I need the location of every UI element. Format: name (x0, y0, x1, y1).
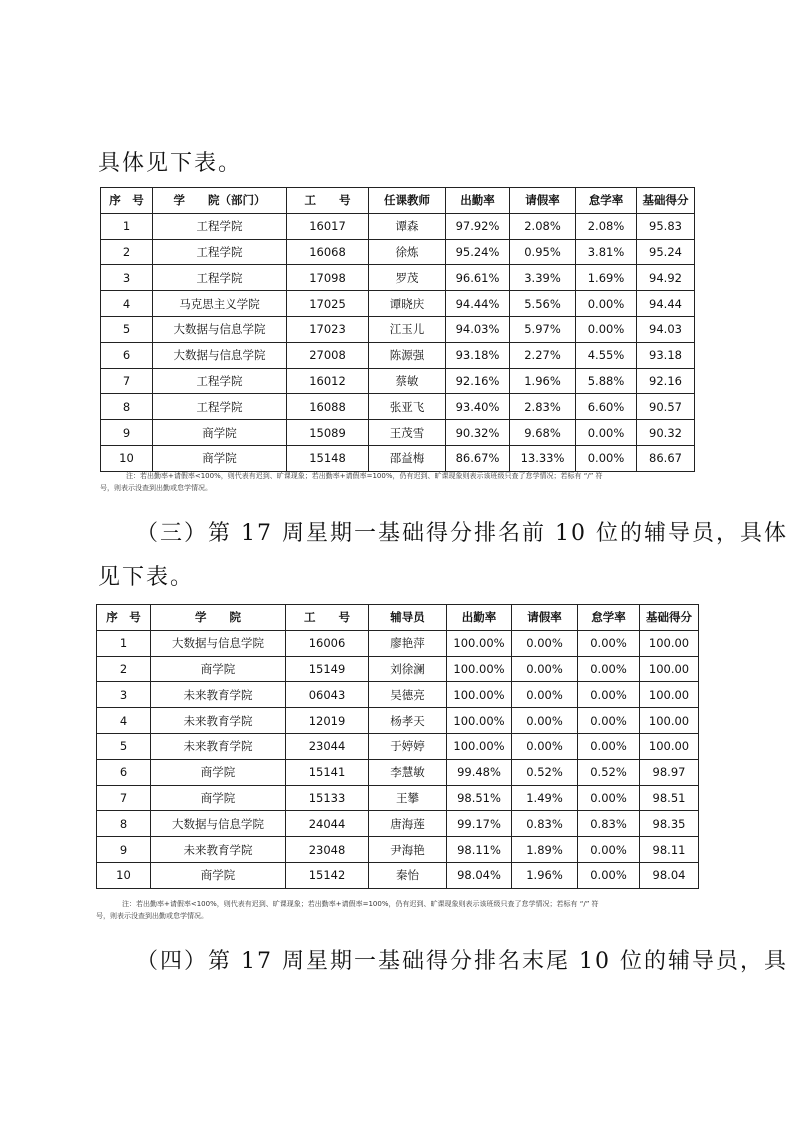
cell-attendance: 96.61% (446, 265, 510, 291)
cell-truancy: 3.81% (576, 239, 637, 265)
cell-attendance: 86.67% (446, 445, 510, 471)
cell-attendance: 94.44% (446, 291, 510, 317)
cell-score: 98.51 (640, 785, 699, 811)
table-row (101, 265, 695, 291)
cell-index: 6 (101, 342, 153, 368)
cell-attendance: 100.00% (447, 733, 512, 759)
table-header-row (97, 605, 699, 631)
cell-score: 98.97 (640, 759, 699, 785)
cell-name: 刘徐澜 (369, 656, 447, 682)
cell-college: 工程学院 (153, 368, 287, 394)
cell-index: 2 (97, 656, 151, 682)
cell-college: 大数据与信息学院 (153, 316, 287, 342)
table2-note (96, 898, 712, 922)
cell-leave: 2.83% (510, 394, 576, 420)
cell-leave: 0.00% (512, 708, 578, 734)
cell-name: 于婷婷 (369, 733, 447, 759)
table-row (97, 785, 699, 811)
cell-leave: 0.95% (510, 239, 576, 265)
cell-leave: 0.00% (512, 656, 578, 682)
table-row (101, 239, 695, 265)
cell-leave: 5.97% (510, 316, 576, 342)
cell-name: 徐炼 (369, 239, 446, 265)
cell-index: 9 (101, 420, 153, 446)
cell-truancy: 0.00% (576, 291, 637, 317)
cell-name: 王攀 (369, 785, 447, 811)
cell-college: 大数据与信息学院 (151, 630, 286, 656)
table1-note-line2: 号，则表示没查到出勤或怠学情况。 (100, 484, 212, 492)
cell-score: 94.03 (637, 316, 695, 342)
cell-attendance: 90.32% (446, 420, 510, 446)
cell-leave: 5.56% (510, 291, 576, 317)
cell-truancy: 0.83% (578, 811, 640, 837)
cell-index: 4 (101, 291, 153, 317)
cell-college: 工程学院 (153, 239, 287, 265)
cell-score: 100.00 (640, 733, 699, 759)
section4-heading-line1: （四）第 17 周星期一基础得分排名末尾 10 位的辅导员，具 (136, 949, 788, 974)
cell-leave: 0.00% (512, 630, 578, 656)
cell-id: 15142 (286, 862, 369, 888)
cell-attendance: 99.48% (447, 759, 512, 785)
cell-attendance: 100.00% (447, 630, 512, 656)
cell-leave: 13.33% (510, 445, 576, 471)
cell-id: 17025 (287, 291, 369, 317)
cell-name: 邵益梅 (369, 445, 446, 471)
col-header-id: 工 号 (286, 605, 369, 631)
cell-score: 100.00 (640, 630, 699, 656)
cell-leave: 9.68% (510, 420, 576, 446)
col-header-truancy: 怠学率 (578, 605, 640, 631)
cell-leave: 0.83% (512, 811, 578, 837)
cell-index: 4 (97, 708, 151, 734)
cell-attendance: 93.18% (446, 342, 510, 368)
cell-college: 未来教育学院 (151, 708, 286, 734)
cell-id: 17023 (287, 316, 369, 342)
cell-college: 工程学院 (153, 394, 287, 420)
cell-id: 15141 (286, 759, 369, 785)
cell-attendance: 97.92% (446, 213, 510, 239)
cell-id: 16088 (287, 394, 369, 420)
cell-truancy: 2.08% (576, 213, 637, 239)
cell-attendance: 98.11% (447, 837, 512, 863)
counselor-table (96, 604, 699, 889)
cell-id: 06043 (286, 682, 369, 708)
table1-note (100, 470, 706, 494)
cell-id: 15149 (286, 656, 369, 682)
cell-id: 27008 (287, 342, 369, 368)
cell-attendance: 100.00% (447, 656, 512, 682)
cell-college: 工程学院 (153, 265, 287, 291)
cell-name: 尹海艳 (369, 837, 447, 863)
teacher-table (100, 187, 695, 472)
cell-index: 3 (101, 265, 153, 291)
cell-attendance: 95.24% (446, 239, 510, 265)
table2-note-line1: 注：若出勤率+请假率<100%，则代表有迟到、旷课现象；若出勤率+请假率=100%，仍有迟到、旷课现象则表示该班级只查了怠学情况；若标有 “/” 符 (122, 900, 599, 908)
cell-attendance: 93.40% (446, 394, 510, 420)
cell-college: 大数据与信息学院 (151, 811, 286, 837)
table-header-row (101, 188, 695, 214)
cell-score: 86.67 (637, 445, 695, 471)
cell-name: 王茂雪 (369, 420, 446, 446)
cell-id: 24044 (286, 811, 369, 837)
table2-note-line2: 号，则表示没查到出勤或怠学情况。 (96, 912, 208, 920)
cell-score: 94.44 (637, 291, 695, 317)
cell-truancy: 0.00% (578, 630, 640, 656)
cell-college: 商学院 (151, 785, 286, 811)
cell-index: 7 (101, 368, 153, 394)
cell-truancy: 6.60% (576, 394, 637, 420)
cell-name: 蔡敏 (369, 368, 446, 394)
cell-college: 商学院 (153, 445, 287, 471)
cell-college: 商学院 (151, 656, 286, 682)
cell-leave: 0.00% (512, 682, 578, 708)
cell-truancy: 0.00% (578, 682, 640, 708)
col-header-leave: 请假率 (512, 605, 578, 631)
cell-score: 98.11 (640, 837, 699, 863)
col-header-counselor: 辅导员 (369, 605, 447, 631)
cell-attendance: 100.00% (447, 708, 512, 734)
col-header-attendance: 出勤率 (446, 188, 510, 214)
cell-index: 1 (101, 213, 153, 239)
cell-index: 6 (97, 759, 151, 785)
cell-truancy: 0.00% (576, 316, 637, 342)
table-row (101, 445, 695, 471)
table-row (97, 733, 699, 759)
cell-leave: 3.39% (510, 265, 576, 291)
cell-leave: 0.00% (512, 733, 578, 759)
cell-index: 5 (97, 733, 151, 759)
table-row (97, 630, 699, 656)
table-row (97, 656, 699, 682)
cell-id: 16017 (287, 213, 369, 239)
cell-score: 92.16 (637, 368, 695, 394)
cell-leave: 2.08% (510, 213, 576, 239)
cell-college: 商学院 (151, 862, 286, 888)
cell-truancy: 0.00% (576, 445, 637, 471)
cell-score: 94.92 (637, 265, 695, 291)
cell-attendance: 98.04% (447, 862, 512, 888)
cell-attendance: 99.17% (447, 811, 512, 837)
table-row (101, 394, 695, 420)
cell-leave: 1.96% (510, 368, 576, 394)
table-row (101, 368, 695, 394)
cell-index: 3 (97, 682, 151, 708)
cell-name: 张亚飞 (369, 394, 446, 420)
col-header-index: 序 号 (101, 188, 153, 214)
cell-id: 15089 (287, 420, 369, 446)
cell-id: 17098 (287, 265, 369, 291)
table1-note-line1: 注：若出勤率+请假率<100%，则代表有迟到、旷课现象；若出勤率+请假率=100%，仍有迟到、旷课现象则表示该班级只查了怠学情况；若标有 “/” 符 (126, 472, 603, 480)
cell-truancy: 0.52% (578, 759, 640, 785)
table-row (101, 420, 695, 446)
cell-index: 5 (101, 316, 153, 342)
cell-id: 16006 (286, 630, 369, 656)
cell-name: 李慧敏 (369, 759, 447, 785)
cell-college: 未来教育学院 (151, 733, 286, 759)
cell-score: 95.83 (637, 213, 695, 239)
section3-heading-line2: 见下表。 (98, 565, 195, 590)
cell-id: 12019 (286, 708, 369, 734)
table-row (97, 759, 699, 785)
cell-truancy: 1.69% (576, 265, 637, 291)
cell-leave: 2.27% (510, 342, 576, 368)
cell-name: 江玉儿 (369, 316, 446, 342)
cell-id: 15148 (287, 445, 369, 471)
cell-index: 1 (97, 630, 151, 656)
cell-name: 唐海莲 (369, 811, 447, 837)
cell-score: 100.00 (640, 656, 699, 682)
col-header-id: 工 号 (287, 188, 369, 214)
cell-leave: 1.89% (512, 837, 578, 863)
cell-score: 98.35 (640, 811, 699, 837)
col-header-truancy: 怠学率 (576, 188, 637, 214)
cell-score: 90.32 (637, 420, 695, 446)
col-header-index: 序 号 (97, 605, 151, 631)
cell-score: 90.57 (637, 394, 695, 420)
cell-college: 大数据与信息学院 (153, 342, 287, 368)
table-row (97, 682, 699, 708)
cell-index: 10 (97, 862, 151, 888)
cell-name: 谭晓庆 (369, 291, 446, 317)
cell-id: 23048 (286, 837, 369, 863)
col-header-leave: 请假率 (510, 188, 576, 214)
section3-heading-line1: （三）第 17 周星期一基础得分排名前 10 位的辅导员，具体 (136, 521, 788, 546)
cell-name: 秦怡 (369, 862, 447, 888)
cell-score: 100.00 (640, 682, 699, 708)
cell-index: 10 (101, 445, 153, 471)
cell-college: 工程学院 (153, 213, 287, 239)
cell-index: 7 (97, 785, 151, 811)
cell-leave: 0.52% (512, 759, 578, 785)
cell-college: 商学院 (151, 759, 286, 785)
cell-college: 马克思主义学院 (153, 291, 287, 317)
cell-id: 23044 (286, 733, 369, 759)
cell-name: 罗茂 (369, 265, 446, 291)
cell-attendance: 94.03% (446, 316, 510, 342)
table-row (97, 837, 699, 863)
intro-line: 具体见下表。 (98, 151, 243, 176)
table-row (101, 213, 695, 239)
cell-name: 吴德亮 (369, 682, 447, 708)
cell-truancy: 4.55% (576, 342, 637, 368)
cell-id: 16068 (287, 239, 369, 265)
cell-college: 商学院 (153, 420, 287, 446)
cell-name: 陈源强 (369, 342, 446, 368)
cell-attendance: 92.16% (446, 368, 510, 394)
table-row (101, 342, 695, 368)
cell-truancy: 5.88% (576, 368, 637, 394)
cell-index: 9 (97, 837, 151, 863)
col-header-score: 基础得分 (640, 605, 699, 631)
cell-truancy: 0.00% (576, 420, 637, 446)
cell-score: 98.04 (640, 862, 699, 888)
cell-id: 16012 (287, 368, 369, 394)
cell-score: 95.24 (637, 239, 695, 265)
table-row (101, 291, 695, 317)
cell-index: 2 (101, 239, 153, 265)
cell-score: 93.18 (637, 342, 695, 368)
cell-truancy: 0.00% (578, 862, 640, 888)
col-header-score: 基础得分 (637, 188, 695, 214)
col-header-college: 学 院 (151, 605, 286, 631)
cell-truancy: 0.00% (578, 656, 640, 682)
cell-truancy: 0.00% (578, 785, 640, 811)
cell-attendance: 100.00% (447, 682, 512, 708)
cell-id: 15133 (286, 785, 369, 811)
table-row (97, 862, 699, 888)
cell-attendance: 98.51% (447, 785, 512, 811)
cell-index: 8 (101, 394, 153, 420)
cell-index: 8 (97, 811, 151, 837)
cell-college: 未来教育学院 (151, 682, 286, 708)
cell-college: 未来教育学院 (151, 837, 286, 863)
cell-name: 廖艳萍 (369, 630, 447, 656)
table-row (97, 708, 699, 734)
table-row (101, 316, 695, 342)
cell-leave: 1.96% (512, 862, 578, 888)
cell-score: 100.00 (640, 708, 699, 734)
cell-truancy: 0.00% (578, 837, 640, 863)
cell-name: 谭森 (369, 213, 446, 239)
table-row (97, 811, 699, 837)
cell-truancy: 0.00% (578, 708, 640, 734)
cell-name: 杨孝天 (369, 708, 447, 734)
cell-truancy: 0.00% (578, 733, 640, 759)
col-header-attendance: 出勤率 (447, 605, 512, 631)
col-header-teacher: 任课教师 (369, 188, 446, 214)
cell-leave: 1.49% (512, 785, 578, 811)
col-header-college: 学 院（部门） (153, 188, 287, 214)
